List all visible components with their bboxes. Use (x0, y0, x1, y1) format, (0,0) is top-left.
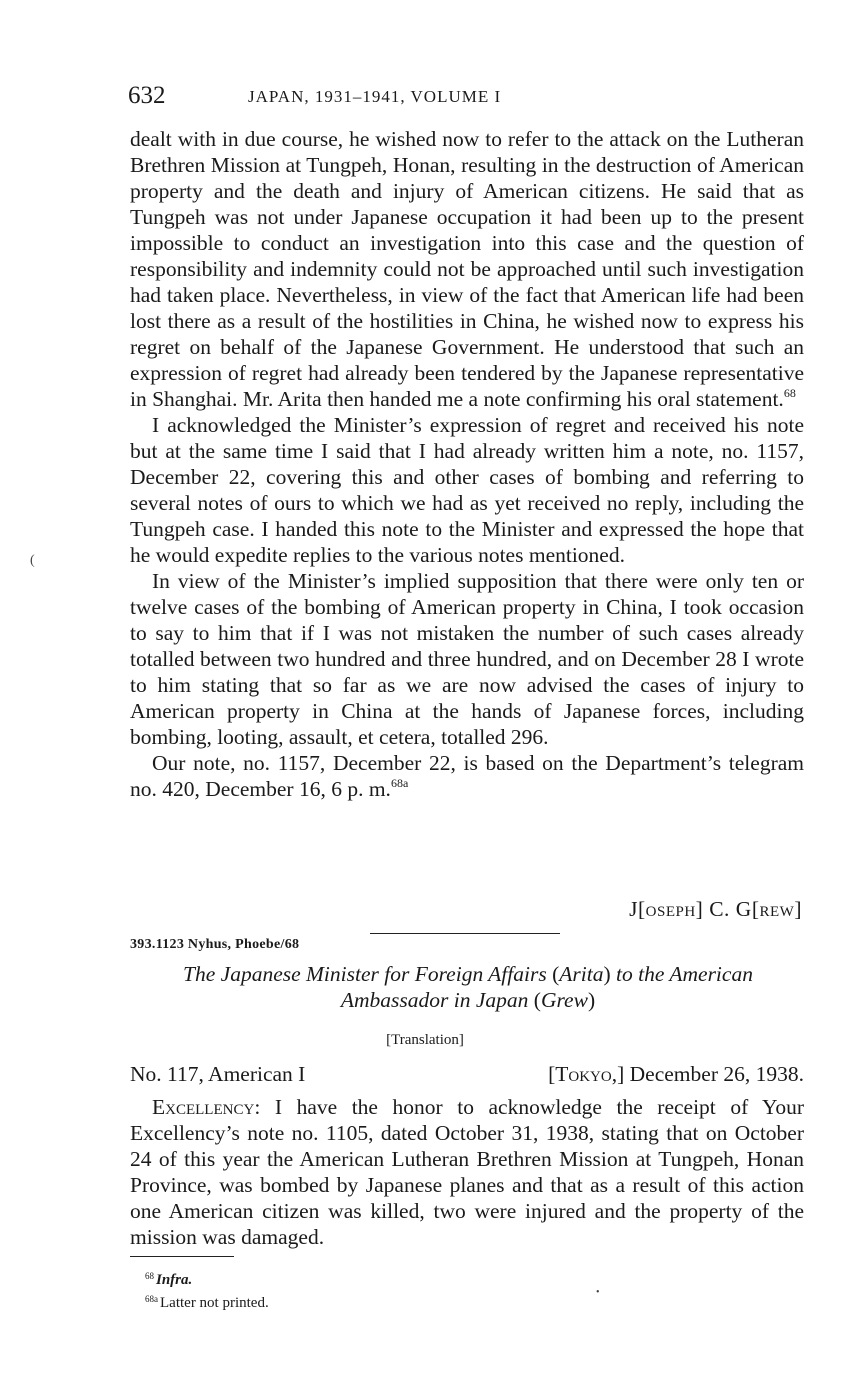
document-number: No. 117, American I (130, 1062, 306, 1086)
footnote-ref-68[interactable]: 68 (783, 386, 796, 400)
body-text (130, 126, 804, 802)
translation-label: [Translation] (386, 1032, 464, 1048)
footnote-rule (130, 1256, 234, 1257)
section-divider (370, 933, 560, 934)
paragraph-4: Our note, no. 1157, December 22, is based on the Department’s telegram no. 420, December 16, 6 p. m.$^{68a}$ (130, 751, 804, 801)
paragraph-3: In view of the Minister’s implied supposition that there were only ten or twelve cases of the bombing of American property in China, I took occasion to say to him that if I was not mistaken the number of such cases already totalled between two hundred and three hundred, and on December 28 I wrote to him stating that so far as we are now advised the cases of injury to American property in China at the hands of Japanese forces, including bombing, looting, assault, et cetera, totalled 296. (130, 569, 804, 749)
signature: J[oseph] C. G[rew] (629, 897, 802, 921)
running-head (128, 82, 804, 112)
letter-body: Excellency: I have the honor to acknowledge the receipt of Your Excellency’s note no. 1105, dated October 31, 1938, stating that on October 24 of this year the American Lutheran Brethren Mission at Tungpeh, Honan Province, was bombed by Japanese planes and that as a result of this action one American citizen was killed, two were injured and the property of the mission was damaged. (130, 1095, 805, 1249)
document-number-line (130, 1062, 804, 1090)
stray-mark: • (596, 1287, 600, 1298)
file-reference: 393.1123 Nyhus, Phoebe/68 (130, 937, 300, 952)
paragraph-2: I acknowledged the Minister’s expression of regret and received his note but at the same time I said that I had already written him a note, no. 1157, December 22, covering this and other cases of bombing and referring to several notes of ours to which we had as yet received no reply, including the Tungpeh case. I handed this note to the Minister and expressed the hope that he would expedite replies to the various notes mentioned. (130, 413, 804, 567)
running-title: JAPAN, 1931–1941, VOLUME I (248, 87, 502, 106)
paragraph-1: dealt with in due course, he wished now to refer to the attack on the Lutheran Brethren Mission at Tungpeh, Honan, resulting in the destruction of American property and the death and injury of American citizens. He said that as Tungpeh was not under Japanese occupation it had been up to the present impossible to conduct an investigation into this case and the question of responsibility and indemnity could not be approached until such investigation had taken place. Nevertheless, in view of the fact that American life had been lost there as a result of the hostilities in China, he wished now to express his regret on behalf of the Japanese Government. He understood that such an expression of regret had already been tendered by the Japanese representative in Shanghai. Mr. Arita then handed me a note confirming his oral statement.$^{68}$ (130, 127, 804, 411)
footnote-68a: $^{68a}$ Latter not printed. (145, 1294, 269, 1311)
footnote-ref-68a[interactable]: 68a (390, 776, 409, 790)
footnotes (145, 1267, 269, 1313)
margin-mark: ( (30, 553, 35, 568)
footnote-68: $^{68}$ Infra. (145, 1271, 193, 1288)
salutation: Excellency: (152, 1095, 261, 1119)
page-number: 632 (128, 82, 166, 109)
document-heading: The Japanese Minister for Foreign Affairs (Arita) to the American Ambassador in Japan (Grew) (183, 962, 753, 1012)
document-place-date: [Tokyo,] December 26, 1938. (548, 1062, 804, 1086)
